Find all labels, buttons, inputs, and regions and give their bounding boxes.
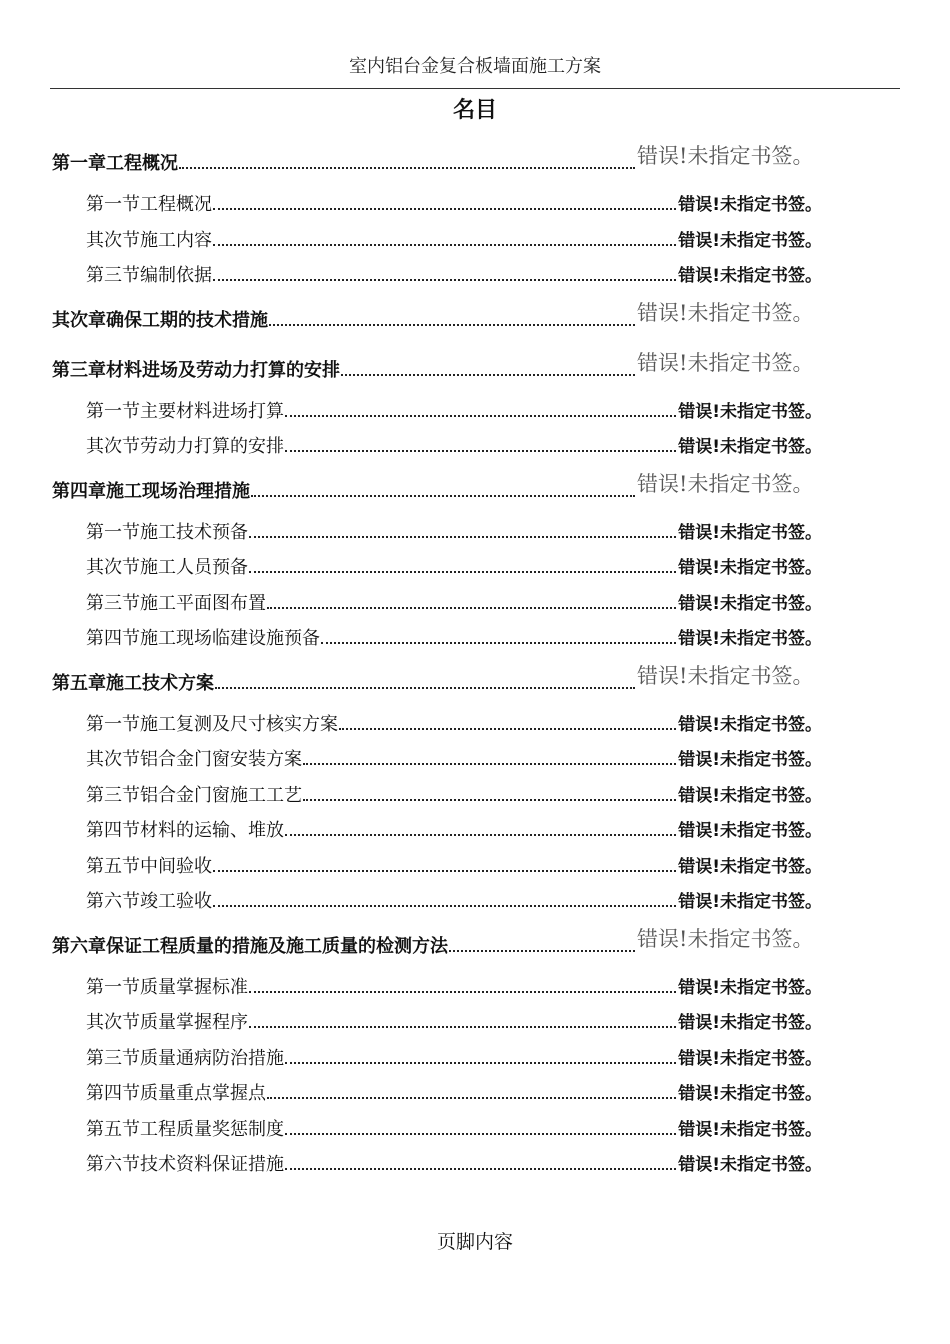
dot-leader [285, 1133, 676, 1135]
toc-page-reference: 错误!未指定书签。 [678, 750, 822, 770]
toc-page-reference: 错误!未指定书签。 [678, 892, 822, 912]
toc-section-entry[interactable] [52, 1008, 822, 1044]
dot-leader [179, 167, 635, 169]
toc-chapter-entry[interactable] [52, 297, 822, 347]
toc-page-reference: 错误!未指定书签。 [678, 1084, 822, 1104]
toc-section-entry[interactable] [52, 973, 822, 1009]
toc-entry-label: 第五章施工技术方案 [52, 672, 214, 694]
toc-page-reference: 错误!未指定书签。 [678, 785, 822, 806]
toc-entry-label: 其次节质量掌握程序 [86, 1012, 248, 1033]
toc-page-reference: 错误!未指定书签。 [678, 1155, 822, 1175]
toc-page-reference: 错误!未指定书签。 [678, 266, 822, 286]
toc-entry-label: 第四节材料的运输、堆放 [86, 820, 284, 841]
toc-page-reference: 错误!未指定书签。 [637, 300, 814, 325]
toc-chapter-entry[interactable] [52, 923, 822, 973]
toc-page-reference: 错误!未指定书签。 [678, 714, 822, 735]
toc-page-reference: 错误!未指定书签。 [678, 629, 822, 649]
header-divider [50, 88, 900, 89]
toc-chapter-entry[interactable] [52, 468, 822, 518]
toc-entry-label: 第一节施工复测及尺寸核实方案 [86, 713, 338, 735]
toc-entry-label: 其次章确保工期的技术措施 [52, 309, 268, 331]
toc-entry-label: 第三章材料进场及劳动力打算的安排 [52, 359, 340, 381]
toc-section-entry[interactable] [52, 226, 822, 262]
toc-entry-label: 第五节中间验收 [86, 855, 212, 877]
toc-page-reference: 错误!未指定书签。 [678, 1048, 822, 1069]
toc-entry-label: 第六章保证工程质量的措施及施工质量的检测方法 [52, 935, 448, 957]
toc-page-reference: 错误!未指定书签。 [678, 856, 822, 877]
toc-page-reference: 错误!未指定书签。 [678, 558, 822, 578]
dot-leader [213, 279, 676, 281]
dot-leader [339, 728, 676, 730]
toc-section-entry[interactable] [52, 589, 822, 625]
dot-leader [249, 991, 676, 993]
dot-leader [285, 1062, 676, 1064]
toc-section-entry[interactable] [52, 432, 822, 468]
toc-page-reference: 错误!未指定书签。 [637, 144, 814, 168]
toc-section-entry[interactable] [52, 781, 822, 817]
page-footer: 页脚内容 [436, 1231, 513, 1253]
dot-leader [215, 687, 635, 689]
toc-entry-label: 其次节施工人员预备 [86, 557, 248, 578]
dot-leader [213, 244, 676, 246]
dot-leader [249, 571, 676, 573]
toc-page-reference: 错误!未指定书签。 [678, 593, 822, 614]
toc-chapter-entry[interactable] [52, 660, 822, 710]
toc-entry-label: 第一节工程概况 [86, 194, 212, 215]
toc-entry-label: 第三节编制依据 [86, 265, 212, 286]
toc-section-entry[interactable] [52, 1115, 822, 1151]
dot-leader [321, 642, 676, 644]
toc-entry-label: 其次节劳动力打算的安排 [86, 436, 284, 457]
toc-page-reference: 错误!未指定书签。 [678, 401, 822, 422]
toc-page-reference: 错误!未指定书签。 [678, 522, 822, 543]
toc-entry-label: 第四节质量重点掌握点 [86, 1083, 266, 1104]
dot-leader [341, 374, 635, 376]
dot-leader [303, 799, 676, 801]
dot-leader [267, 607, 676, 609]
toc-entry-label: 其次节施工内容 [86, 229, 212, 251]
dot-leader [213, 208, 676, 210]
toc-page-reference: 错误!未指定书签。 [678, 1119, 822, 1140]
dot-leader [285, 450, 676, 452]
toc-page-reference: 错误!未指定书签。 [678, 230, 822, 251]
toc-chapter-entry[interactable] [52, 347, 822, 397]
dot-leader [285, 1168, 676, 1170]
dot-leader [213, 870, 676, 872]
toc-section-entry[interactable] [52, 1150, 822, 1186]
toc-entry-label: 第四章施工现场治理措施 [52, 480, 250, 502]
toc-section-entry[interactable] [52, 1079, 822, 1115]
toc-page-reference: 错误!未指定书签。 [637, 663, 814, 688]
dot-leader [303, 763, 676, 765]
dot-leader [249, 536, 676, 538]
toc-entry-label: 其次节铝合金门窗安装方案 [86, 749, 302, 770]
toc-page-reference: 错误!未指定书签。 [678, 977, 822, 998]
table-of-contents [52, 140, 822, 1186]
toc-page-reference: 错误!未指定书签。 [637, 350, 814, 375]
dot-leader [251, 495, 635, 497]
dot-leader [285, 834, 676, 836]
dot-leader [213, 905, 676, 907]
toc-section-entry[interactable] [52, 624, 822, 660]
dot-leader [449, 950, 635, 952]
toc-page-reference: 错误!未指定书签。 [678, 437, 822, 457]
toc-section-entry[interactable] [52, 553, 822, 589]
toc-section-entry[interactable] [52, 1044, 822, 1080]
toc-entry-label: 第六节竣工验收 [86, 891, 212, 912]
toc-section-entry[interactable] [52, 710, 822, 746]
dot-leader [285, 415, 676, 417]
toc-page-reference: 错误!未指定书签。 [637, 471, 814, 496]
dot-leader [269, 324, 635, 326]
toc-section-entry[interactable] [52, 852, 822, 888]
toc-section-entry[interactable] [52, 190, 822, 226]
toc-title: 名目 [452, 98, 497, 123]
toc-page-reference: 错误!未指定书签。 [678, 195, 822, 215]
toc-page-reference: 错误!未指定书签。 [678, 821, 822, 841]
toc-entry-label: 第一节质量掌握标准 [86, 976, 248, 998]
toc-entry-label: 第六节技术资料保证措施 [86, 1154, 284, 1175]
toc-entry-label: 第五节工程质量奖惩制度 [86, 1118, 284, 1140]
dot-leader [267, 1097, 676, 1099]
toc-section-entry[interactable] [52, 745, 822, 781]
dot-leader [249, 1026, 676, 1028]
toc-entry-label: 第四节施工现场临建设施预备 [86, 628, 320, 649]
toc-section-entry[interactable] [52, 816, 822, 852]
toc-section-entry[interactable] [52, 518, 822, 554]
toc-page-reference: 错误!未指定书签。 [678, 1013, 822, 1033]
toc-entry-label: 第一节施工技术预备 [86, 521, 248, 543]
toc-section-entry[interactable] [52, 397, 822, 433]
toc-chapter-entry[interactable] [52, 140, 822, 190]
toc-entry-label: 第一章工程概况 [52, 153, 178, 174]
toc-entry-label: 第三节质量通病防治措施 [86, 1047, 284, 1069]
toc-section-entry[interactable] [52, 261, 822, 297]
toc-page-reference: 错误!未指定书签。 [637, 926, 814, 951]
toc-entry-label: 第三节施工平面图布置 [86, 592, 266, 614]
toc-entry-label: 第三节铝合金门窗施工工艺 [86, 784, 302, 806]
page-header: 室内铝台金复合板墙面施工方案 [349, 56, 601, 77]
toc-section-entry[interactable] [52, 887, 822, 923]
toc-entry-label: 第一节主要材料进场打算 [86, 400, 284, 422]
